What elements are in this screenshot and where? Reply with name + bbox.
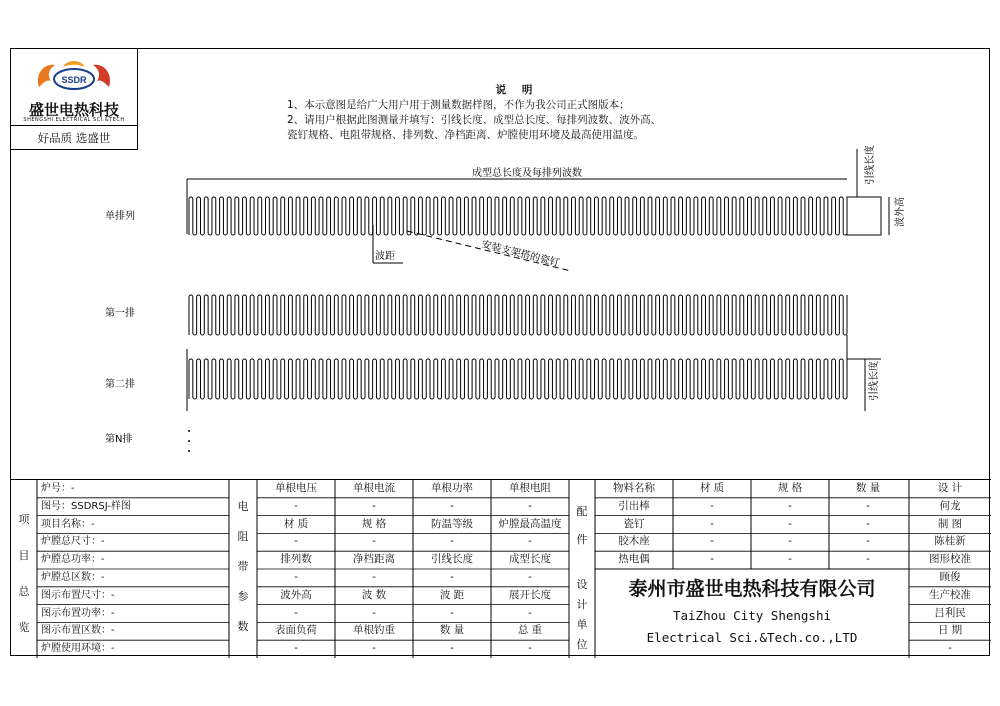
resistor-param-cell: 排列数: [280, 553, 312, 566]
resistor-param-cell: -: [372, 499, 376, 512]
resistor-param-cell: 单根钓重: [353, 624, 395, 637]
resistor-param-cell: 防温等级: [431, 517, 473, 530]
parts-cell: -: [710, 553, 714, 566]
resistor-param-cell: 净档距离: [353, 553, 395, 566]
resistor-param-cell: 波外高: [280, 588, 312, 601]
side-char: 阻: [237, 530, 249, 543]
resistor-param-cell: 总 重: [517, 624, 543, 637]
side-char: 件: [576, 533, 588, 546]
side-char: 带: [237, 560, 249, 573]
side-char: 目: [18, 549, 30, 562]
resistor-param-cell: 单根功率: [431, 482, 473, 494]
company-slogan: 好品质 选盛世: [11, 125, 137, 150]
overview-row: 图号：SSDRSJ-样图: [41, 500, 131, 512]
resistor-param-cell: -: [450, 642, 454, 655]
company-name-cn: 泰州市盛世电热科技有限公司: [628, 578, 876, 600]
resistor-param-cell: -: [372, 606, 376, 619]
overview-row: 项目名称：-: [41, 518, 95, 530]
parts-cell: -: [866, 517, 870, 530]
resistor-param-cell: -: [294, 571, 298, 583]
resistor-param-cell: -: [528, 642, 532, 655]
parts-cell: -: [788, 535, 792, 548]
resistor-param-cell: -: [450, 606, 454, 619]
resistor-param-cell: -: [528, 535, 532, 548]
sign-cell: 设 计: [937, 482, 963, 494]
resistor-param-cell: -: [450, 571, 454, 583]
sign-cell: 日 期: [937, 624, 963, 637]
parts-cell: 引出棒: [618, 499, 650, 512]
company-name-en-1: TaiZhou City Shengshi: [672, 608, 832, 623]
total-length-label: 成型总长度及每排列波数: [472, 168, 582, 179]
company-logo-sub: SHENGSHI ELECTRICAL SCI.&TECH: [23, 117, 125, 123]
sign-cell: 陈桂新: [934, 535, 966, 548]
resistor-param-cell: 引线长度: [431, 553, 473, 566]
lead-length-top-label: 引线长度: [865, 145, 876, 185]
side-char: 项: [18, 513, 30, 526]
resistor-param-cell: -: [372, 642, 376, 655]
resistor-param-cell: -: [294, 606, 298, 619]
sign-cell: 何龙: [939, 499, 961, 512]
parts-cell: -: [788, 517, 792, 530]
resistor-param-cell: -: [528, 606, 532, 619]
resistor-param-cell: 单根电阻: [509, 482, 551, 494]
overview-row: 炉膛总功率：-: [41, 554, 105, 566]
parts-cell: -: [866, 553, 870, 566]
resistor-param-cell: 单根电压: [275, 482, 317, 494]
resistor-param-cell: -: [294, 535, 298, 548]
insulator-label: 安装支架搭的瓷钉: [480, 239, 561, 270]
resistor-param-cell: 成型长度: [509, 553, 551, 566]
resistor-param-cell: 炉膛最高温度: [498, 517, 562, 530]
overview-row: 图示布置区数：-: [41, 625, 115, 637]
sign-cell: 顾俊: [939, 571, 961, 583]
resistor-param-cell: 波 距: [439, 588, 465, 601]
parts-cell: -: [710, 499, 714, 512]
parts-cell: -: [710, 517, 714, 530]
resistor-param-cell: -: [450, 535, 454, 548]
side-char: 览: [18, 621, 30, 634]
single-row-label: 单排列: [105, 211, 135, 222]
parts-cell: 热电偶: [618, 553, 650, 566]
parts-header-cell: 材 质: [699, 482, 725, 494]
parts-side-label: [569, 480, 595, 569]
parts-cell: -: [866, 499, 870, 512]
drawing-sheet: [10, 48, 990, 656]
resistor-param-cell: -: [294, 499, 298, 512]
side-char: 计: [576, 598, 588, 611]
row-n-label: 第N排: [105, 434, 133, 445]
resistor-param-cell: -: [372, 571, 376, 583]
overview-row: 炉膛总区数：-: [41, 572, 105, 583]
heating-wave-row: [189, 295, 847, 335]
resistor-param-cell: 表面负荷: [275, 624, 317, 637]
resistor-param-cell: 波 数: [361, 588, 387, 601]
side-char: 设: [576, 578, 588, 591]
resistor-param-cell: -: [450, 499, 454, 512]
side-char: 单: [576, 618, 588, 631]
resistor-param-cell: 数 量: [439, 624, 465, 637]
parts-header-cell: 规 格: [777, 482, 803, 494]
overview-row: 炉号：-: [41, 483, 75, 494]
notes-title: 说 明: [495, 84, 539, 96]
pitch-label: 波距: [375, 251, 395, 262]
resistor-param-cell: 单根电流: [353, 482, 395, 494]
parts-cell: -: [788, 553, 792, 566]
sign-cell: -: [948, 642, 952, 655]
resistor-param-cell: -: [528, 571, 532, 583]
resistor-param-cell: -: [294, 642, 298, 655]
parts-cell: -: [866, 535, 870, 548]
sign-cell: 生产校准: [929, 588, 971, 601]
lead-length-bottom-label: 引线长度: [869, 361, 880, 401]
sign-cell: 制 图: [937, 517, 963, 530]
design-side-label: [569, 569, 595, 658]
side-char: 总: [18, 585, 30, 598]
sign-cell: 吕利民: [934, 606, 966, 619]
logo-mark-text: SSDR: [61, 75, 87, 85]
notes-line-2: 2、请用户根据此图测量并填写：引线长度、成型总长度、每排列波数、波外高、: [287, 114, 662, 126]
row-two-label: 第二排: [105, 379, 135, 390]
side-char: 电: [237, 500, 249, 513]
parts-header-cell: 数 量: [855, 482, 881, 494]
heating-element-diagram: [11, 49, 991, 479]
overview-row: 炉膛使用环境：-: [41, 643, 115, 655]
parts-cell: -: [710, 535, 714, 548]
parts-cell: 瓷钉: [623, 517, 645, 530]
overview-row: 图示布置尺寸：-: [41, 589, 115, 601]
parts-header-cell: 物料名称: [613, 482, 655, 494]
resistor-side-label: [229, 480, 257, 658]
more-rows-dots: [188, 430, 190, 452]
wave-height-label: 波外高: [895, 197, 906, 227]
resistor-param-cell: -: [372, 535, 376, 548]
side-char: 配: [576, 505, 588, 518]
heating-wave-row: [189, 197, 847, 235]
notes-line-3: 瓷钉规格、电阻带规格、排列数、净档距离、炉膛使用环境及最高使用温度。: [287, 129, 644, 141]
side-char: 位: [576, 638, 588, 651]
overview-side-label: [11, 480, 37, 658]
notes-line-1: 1、本示意图是给广大用户用于测量数据样图，不作为我公司正式图版本；: [287, 99, 630, 111]
side-char: 参: [237, 590, 249, 603]
company-logo-name: 盛世电热科技: [28, 101, 119, 119]
parts-cell: 胶木座: [618, 535, 650, 548]
resistor-param-cell: 规 格: [361, 517, 387, 530]
sign-cell: 图形校准: [929, 553, 971, 566]
resistor-param-cell: 材 质: [283, 517, 309, 530]
resistor-param-cell: -: [528, 499, 532, 512]
parts-cell: -: [788, 499, 792, 512]
heating-wave-row: [189, 359, 847, 399]
resistor-param-cell: 展开长度: [509, 588, 551, 601]
overview-row: 图示布置功率：-: [41, 607, 115, 619]
row-one-label: 第一排: [105, 308, 135, 319]
side-char: 数: [237, 620, 249, 633]
company-name-en-2: Electrical Sci.&Tech.co.,LTD: [646, 630, 858, 645]
title-block-table: [11, 479, 991, 658]
overview-row: 炉膛总尺寸：-: [41, 536, 105, 548]
